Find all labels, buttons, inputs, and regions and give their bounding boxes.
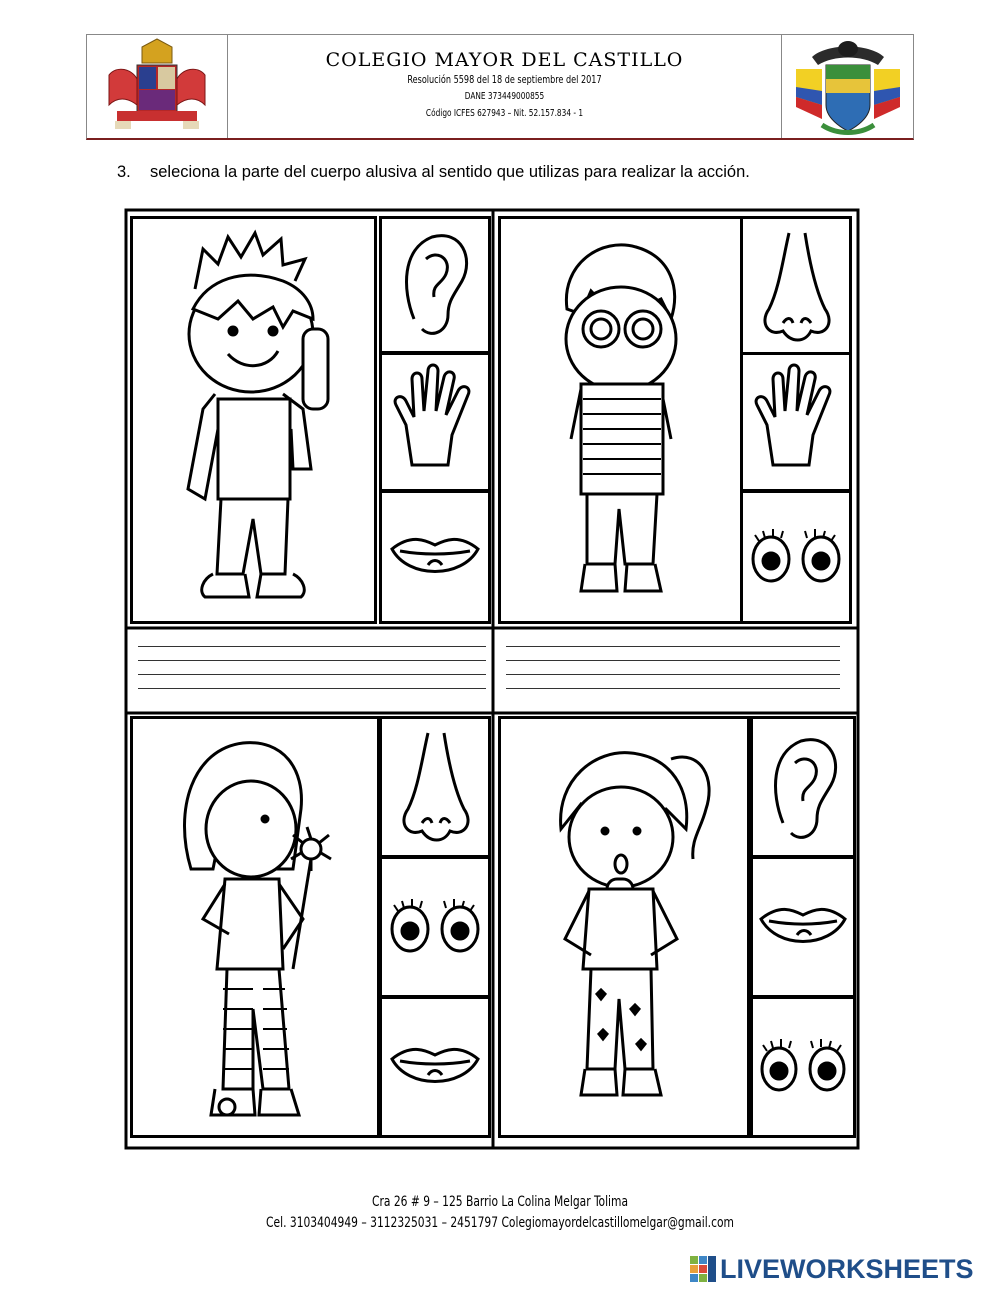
icfes-nit-text: Código ICFES 627943 – Nit. 52.157.834 - [425,108,577,119]
option-nose-2[interactable] [740,216,852,356]
left-logo-cell [87,35,228,138]
mouth-icon [382,493,488,621]
nose-icon [743,219,849,353]
brand-name: LIVEWORKSHEETS [720,1253,974,1284]
dane-code: DANE 373449000855 [464,91,545,102]
option-ear-4[interactable] [750,716,856,858]
child-panel-boy-with-binoculars [498,216,744,624]
instruction [117,163,750,182]
footer-address: Cra 26 # 9 – 125 Barrio La Colina Melgar Tolima [371,1194,629,1210]
option-mouth-3[interactable] [379,996,491,1138]
right-logo-cell [781,35,913,138]
instruction-text: seleciona la parte del cuerpo alusiva al sentido que utilizas para realizar la acción. [150,163,750,181]
girl-eating-popsicle-illustration [501,719,747,1135]
option-mouth-4[interactable] [750,856,856,998]
child-panel-girl-eating-popsicle [498,716,750,1138]
school-name: COLEGIO MAYOR DEL CASTILLO [325,49,684,71]
boy-on-phone-illustration [133,219,374,621]
option-ear-1[interactable] [379,216,491,354]
colombia-coat-of-arms-logo [782,35,914,139]
instruction-number: 3. [117,163,131,181]
school-crest-logo [87,35,228,139]
icfes-nit-line [278,105,731,122]
eyes-icon [382,859,488,995]
liveworksheets-logo-icon [690,1256,716,1282]
eyes-icon [743,493,849,621]
child-panel-boy-on-phone [130,216,377,624]
title-cell [228,35,781,138]
option-nose-3[interactable] [379,716,491,858]
hand-icon [743,355,849,489]
option-eyes-2[interactable] [740,490,852,624]
page-number: 1 [578,108,584,119]
footer-contact: Cel. 3103404949 – 3112325031 – 2451797 Colegiomayordelcastillomelgar@gmail.com [266,1215,734,1231]
option-hand-1[interactable] [379,352,491,492]
girl-smelling-flower-illustration [133,719,377,1135]
option-eyes-3[interactable] [379,856,491,998]
answer-lines-left[interactable] [138,646,486,702]
worksheet-grid [124,208,860,1150]
document-header [86,34,914,140]
mouth-icon [753,859,853,995]
option-hand-2[interactable] [740,352,852,492]
resolution-text: Resolución 5598 del 18 de septiembre del 2017 [407,73,602,86]
boy-with-binoculars-illustration [501,219,741,621]
mouth-icon [382,999,488,1135]
child-panel-girl-smelling-flower [130,716,380,1138]
option-mouth-1[interactable] [379,490,491,624]
nose-icon [382,719,488,855]
document-footer [0,1192,1000,1234]
ear-icon [382,219,488,351]
ear-icon [753,719,853,855]
answer-lines-right[interactable] [506,646,840,702]
option-eyes-4[interactable] [750,996,856,1138]
hand-icon [382,355,488,489]
liveworksheets-brand[interactable] [690,1254,974,1284]
eyes-icon [753,999,853,1135]
